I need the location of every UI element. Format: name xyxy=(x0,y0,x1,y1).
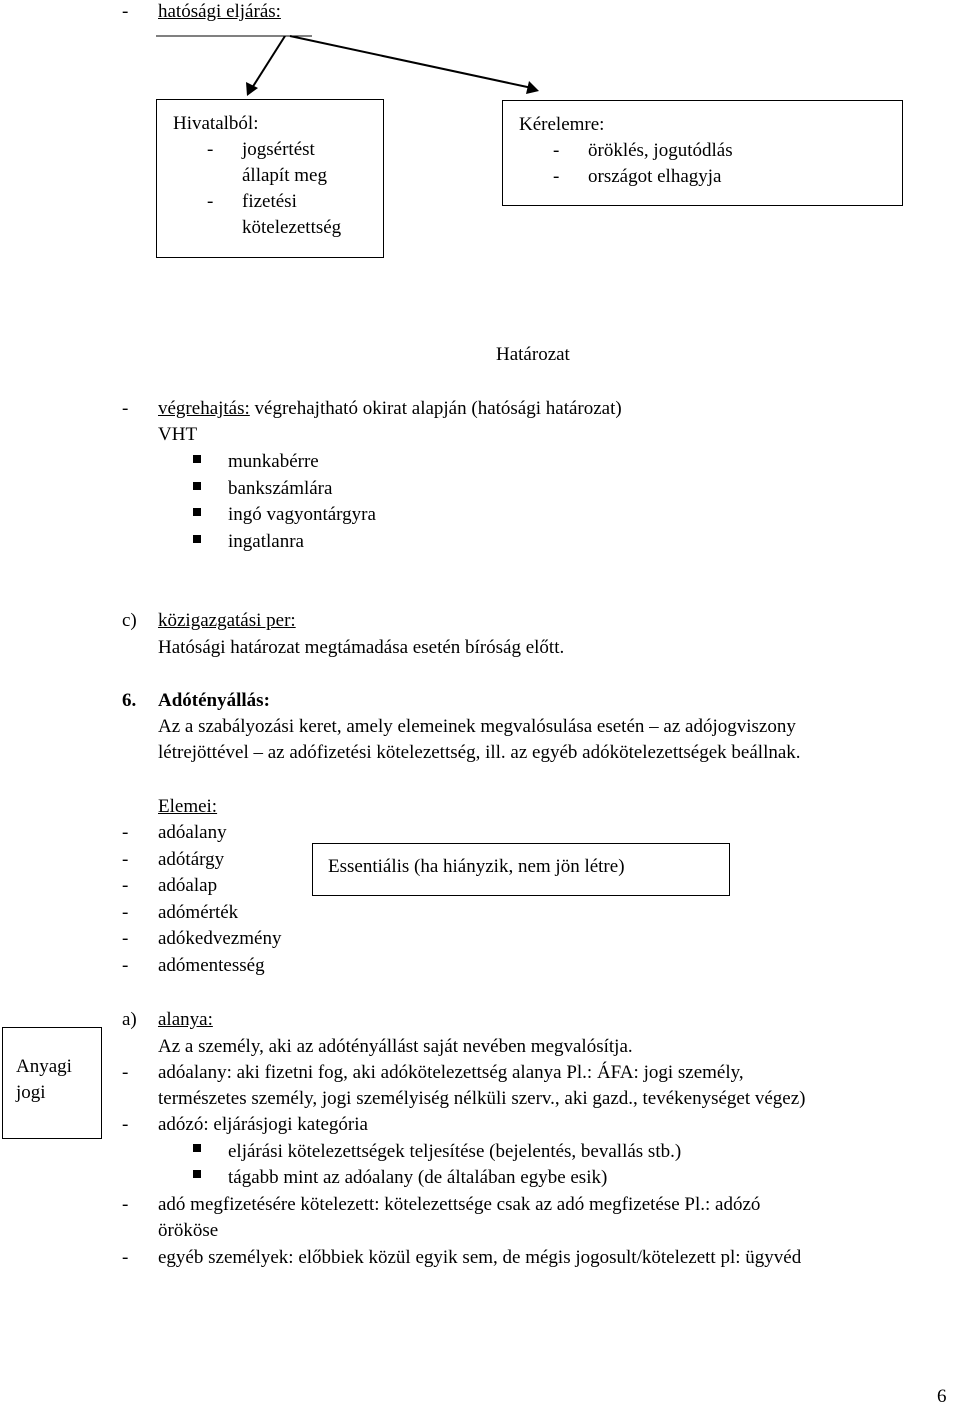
alanya-label: alanya: xyxy=(158,1009,213,1030)
hivatalbol-item-1-dash: - xyxy=(207,139,214,160)
elemei-item-adoalap: adóalap xyxy=(158,875,218,896)
egyeb-szemelyek-line: egyéb személyek: előbbiek közül egyik sem, de mégis jogosult/kötelezett pl: ügyvéd xyxy=(158,1247,802,1268)
elemei-item-adokedvezmeny: adókedvezmény xyxy=(158,928,282,949)
kerelemre-item-1-dash: - xyxy=(553,140,560,161)
essentialis-box xyxy=(312,843,730,896)
square-bullet-icon xyxy=(193,455,201,463)
elemei-item-adomentesseg: adómentesség xyxy=(158,955,265,976)
hivatalbol-item-1-line2: állapít meg xyxy=(242,165,327,186)
anyagi-jogi-line1: Anyagi xyxy=(16,1056,72,1077)
ado-megfizetes-line1: adó megfizetésére kötelezett: kötelezettsége csak az adó megfizetése Pl.: adózó xyxy=(158,1194,761,1215)
elemei-dash: - xyxy=(122,822,129,843)
alanya-letter: a) xyxy=(122,1009,137,1030)
kerelemre-item-1: öröklés, jogutódlás xyxy=(588,140,733,161)
hatarozat-label: Határozat xyxy=(496,344,570,365)
hivatalbol-item-1-line1: jogsértést xyxy=(242,139,315,160)
kozigazgatasi-text: Hatósági határozat megtámadása esetén bíróság előtt. xyxy=(158,637,565,658)
anyagi-jogi-line2: jogi xyxy=(16,1082,46,1103)
alanya-dash: - xyxy=(122,1114,129,1135)
adoalany-line2: természetes személy, jogi személyiség nélküli szerv., aki gazd., tevékenységet végez) xyxy=(158,1088,806,1109)
hivatalbol-item-2-line1: fizetési xyxy=(242,191,297,212)
hivatalbol-item-2-dash: - xyxy=(207,191,214,212)
vegrehajtas-label: végrehajtás: xyxy=(158,398,250,419)
adozo-bullet-2: tágabb mint az adóalany (de általában egybe esik) xyxy=(228,1167,608,1188)
alanya-dash: - xyxy=(122,1247,129,1268)
square-bullet-icon xyxy=(193,1144,201,1152)
adotenyallas-number: 6. xyxy=(122,690,137,711)
square-bullet-icon xyxy=(193,535,201,543)
elemei-item-adotargy: adótárgy xyxy=(158,849,225,870)
kozigazgatasi-label: közigazgatási per: xyxy=(158,610,296,631)
alanya-definition: Az a személy, aki az adótényállást saját nevében megvalósítja. xyxy=(158,1036,633,1057)
elemei-item-adoalany: adóalany xyxy=(158,822,227,843)
square-bullet-icon xyxy=(193,508,201,516)
elemei-dash: - xyxy=(122,875,129,896)
adotenyallas-def-line2: létrejöttével – az adófizetési kötelezettség, ill. az egyéb adókötelezettségek beállnak. xyxy=(158,742,801,763)
vht-item-ingo: ingó vagyontárgyra xyxy=(228,504,376,525)
adozo-line: adózó: eljárásjogi kategória xyxy=(158,1114,368,1135)
elemei-dash: - xyxy=(122,849,129,870)
adotenyallas-def-line1: Az a szabályozási keret, amely elemeinek megvalósulása esetén – az adójogviszony xyxy=(158,716,796,737)
anyagi-jogi-box xyxy=(2,1027,102,1139)
adotenyallas-title: Adótényállás: xyxy=(158,690,270,711)
alanya-dash: - xyxy=(122,1194,129,1215)
hivatalbol-title: Hivatalból: xyxy=(173,113,259,134)
kerelemre-item-2-dash: - xyxy=(553,166,560,187)
kerelemre-item-2: országot elhagyja xyxy=(588,166,722,187)
kerelemre-title: Kérelemre: xyxy=(519,114,605,135)
vegrehajtas-line xyxy=(158,396,622,422)
vht-label: VHT xyxy=(158,424,198,445)
adozo-bullet-1: eljárási kötelezettségek teljesítése (bejelentés, bevallás stb.) xyxy=(228,1141,682,1162)
adoalany-line1: adóalany: aki fizetni fog, aki adókötelezettség alanya Pl.: ÁFA: jogi személy, xyxy=(158,1062,744,1083)
elemei-dash: - xyxy=(122,928,129,949)
hatosagi-eljaras-heading: hatósági eljárás: xyxy=(158,1,281,22)
page-number: 6 xyxy=(937,1386,947,1407)
square-bullet-icon xyxy=(193,482,201,490)
hivatalbol-box xyxy=(156,99,384,258)
vegrehajtas-dash: - xyxy=(122,398,129,419)
vegrehajtas-text: végrehajtható okirat alapján (hatósági határozat) xyxy=(249,398,622,419)
elemei-dash: - xyxy=(122,902,129,923)
vht-item-munkaberre: munkabérre xyxy=(228,451,319,472)
vht-item-bankszamlara: bankszámlára xyxy=(228,478,333,499)
elemei-dash: - xyxy=(122,955,129,976)
hatosagi-dash: - xyxy=(122,1,129,22)
alanya-dash: - xyxy=(122,1062,129,1083)
kozigazgatasi-letter: c) xyxy=(122,610,137,631)
elemei-title: Elemei: xyxy=(158,796,218,817)
essentialis-text: Essentiális (ha hiányzik, nem jön létre) xyxy=(328,856,625,877)
elemei-item-adomertek: adómérték xyxy=(158,902,239,923)
vht-item-ingatlanra: ingatlanra xyxy=(228,531,304,552)
ado-megfizetes-line2: örököse xyxy=(158,1220,219,1241)
kerelemre-box xyxy=(502,100,903,206)
hivatalbol-item-2-line2: kötelezettség xyxy=(242,217,342,238)
square-bullet-icon xyxy=(193,1170,201,1178)
